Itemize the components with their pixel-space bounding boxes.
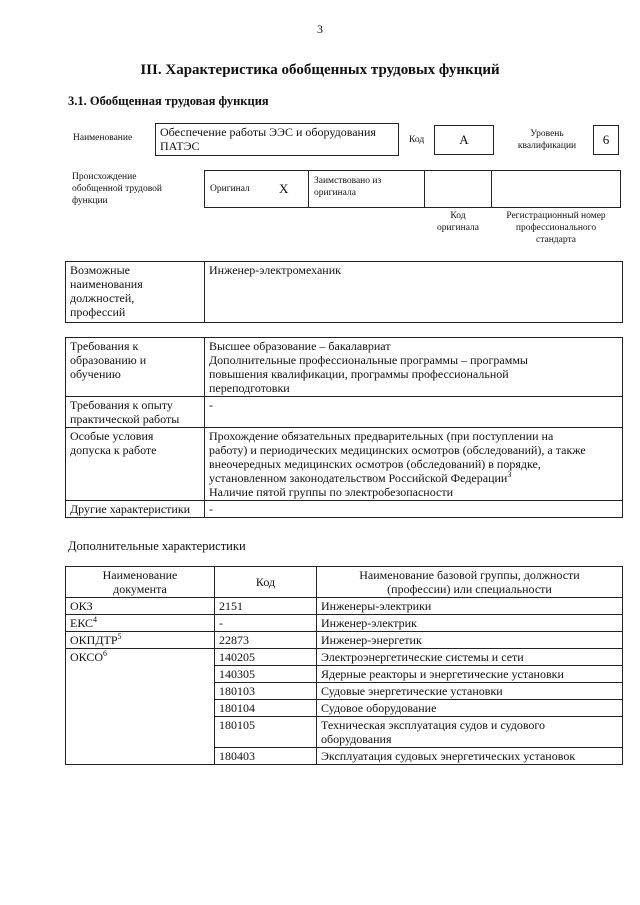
doc-name: ОКПДТР (70, 633, 118, 647)
exp-label (66, 397, 205, 428)
original-label: Оригинал (210, 184, 250, 194)
special-label-line2: допуска к работе (70, 443, 157, 457)
special-value-line1: Прохождение обязательных предварительных (при поступлении на (209, 429, 554, 443)
name-value-line2: ПАТЭС (160, 139, 200, 153)
positions-value: Инженер-электромеханик (205, 262, 623, 323)
name-value-line1: Обеспечение работы ЭЭС и оборудования (160, 125, 376, 139)
footnote-ref: 5 (117, 632, 122, 641)
footnote-ref: 4 (93, 615, 98, 624)
page-number: 3 (317, 22, 323, 36)
table-row (66, 428, 623, 501)
code-cell: 140205 (215, 649, 317, 666)
table-row (66, 338, 623, 397)
edu-value-line4: переподготовки (209, 381, 290, 395)
edu-value-line3: повышения квалификации, программы профессиональной (209, 367, 509, 381)
additional-table (65, 566, 623, 765)
code-label: Код (409, 135, 425, 145)
code-cell: - (215, 615, 317, 632)
edu-label-line3: обучению (70, 367, 121, 381)
footnote-ref: 3 (507, 470, 512, 479)
edu-value (205, 338, 623, 397)
special-value-line4-wrap (209, 471, 618, 485)
name-cell: Инженер-энергетик (317, 632, 623, 649)
borrowed-line1: Заимствовано из (314, 176, 382, 186)
edu-label (66, 338, 205, 397)
table-header-row (66, 567, 623, 598)
doc-name: ОКСО (70, 650, 104, 664)
code-original-cell (424, 170, 492, 208)
reg-caption-line2: профессионального (515, 223, 597, 233)
additional-title: Дополнительные характеристики (68, 539, 246, 553)
name-value-box (155, 123, 399, 156)
name-label: Наименование (73, 133, 133, 143)
doc-cell (66, 615, 215, 632)
exp-value: - (205, 397, 623, 428)
origin-label-line3: функции (72, 196, 108, 206)
name-cell: Ядерные реакторы и энергетические установки (317, 666, 623, 683)
other-label: Другие характеристики (66, 501, 205, 518)
name-cell: Эксплуатация судовых энергетических установок (317, 748, 623, 765)
positions-table (65, 261, 623, 323)
name-line1: Техническая эксплуатация судов и судового (321, 718, 546, 732)
level-label-line1: Уровень (530, 129, 564, 139)
reg-caption-line3: стандарта (536, 235, 576, 245)
name-cell: Судовое оборудование (317, 700, 623, 717)
col1-line2: документа (113, 582, 167, 596)
col-doc-header (66, 567, 215, 598)
col3-line1: Наименование базовой группы, должности (359, 568, 580, 582)
borrowed-line2: оригинала (314, 188, 356, 198)
special-value-line4: установленном законодательством Российской Федерации (209, 471, 508, 485)
table-row (66, 598, 623, 615)
reg-number-caption (491, 210, 621, 246)
positions-label-line2: наименования (70, 277, 143, 291)
code-cell: 180105 (215, 717, 317, 748)
table-row (66, 501, 623, 518)
code-original-caption (424, 210, 492, 234)
edu-label-line2: образованию и (70, 353, 147, 367)
name-line2: оборудования (321, 732, 392, 746)
code-cell: 180104 (215, 700, 317, 717)
col-code-header: Код (215, 567, 317, 598)
code-cell: 22873 (215, 632, 317, 649)
exp-label-line1: Требования к опыту (70, 398, 173, 412)
positions-label-line3: должностей, (70, 291, 135, 305)
special-label-line1: Особые условия (70, 429, 154, 443)
other-value: - (205, 501, 623, 518)
doc-name: ОКЗ (70, 599, 93, 613)
code-caption-line2: оригинала (437, 223, 479, 233)
code-value-box: А (434, 125, 494, 155)
positions-label (66, 262, 205, 323)
name-cell: Инженер-электрик (317, 615, 623, 632)
origin-label-line2: обобщенной трудовой (72, 184, 162, 194)
name-cell: Электроэнергетические системы и сети (317, 649, 623, 666)
positions-label-line1: Возможные (70, 263, 130, 277)
special-value-line2: работу) и периодических медицинских осмотров (обследований), а также (209, 443, 586, 457)
name-cell (317, 717, 623, 748)
table-row (66, 397, 623, 428)
original-cell (204, 170, 309, 208)
col3-line2: (профессии) или специальности (387, 582, 552, 596)
positions-label-line4: профессий (70, 305, 126, 319)
exp-label-line2: практической работы (70, 412, 180, 426)
original-mark: X (279, 181, 289, 196)
name-cell: Инженеры-электрики (317, 598, 623, 615)
reg-number-cell (491, 170, 621, 208)
borrowed-cell (308, 170, 425, 208)
requirements-table (65, 337, 623, 518)
code-cell: 140305 (215, 666, 317, 683)
code-cell: 180403 (215, 748, 317, 765)
special-label (66, 428, 205, 501)
special-value-line3: внеочередных медицинских осмотров (обследований) в порядке, (209, 457, 541, 471)
origin-label-line1: Происхождение (72, 172, 137, 182)
code-cell: 2151 (215, 598, 317, 615)
special-value (205, 428, 623, 501)
edu-value-line2: Дополнительные профессиональные программы – программы (209, 353, 528, 367)
doc-cell (66, 598, 215, 615)
special-value-line5: Наличие пятой группы по электробезопасности (209, 485, 454, 499)
origin-label (72, 171, 162, 207)
code-caption-line1: Код (450, 211, 466, 221)
table-row (66, 649, 623, 666)
edu-label-line1: Требования к (70, 339, 139, 353)
table-row (66, 262, 623, 323)
reg-caption-line1: Регистрационный номер (506, 211, 606, 221)
code-cell: 180103 (215, 683, 317, 700)
table-row (66, 632, 623, 649)
footnote-ref: 6 (103, 649, 108, 658)
level-value-box: 6 (593, 125, 619, 155)
table-row (66, 615, 623, 632)
level-label-line2: квалификации (517, 141, 577, 151)
col-name-header (317, 567, 623, 598)
doc-cell (66, 649, 215, 765)
name-cell: Судовые энергетические установки (317, 683, 623, 700)
subsection-title: 3.1. Обобщенная трудовая функция (68, 94, 269, 108)
section-title: III. Характеристика обобщенных трудовых функций (140, 62, 500, 78)
col1-line1: Наименование (102, 568, 178, 582)
level-label (508, 128, 586, 152)
doc-name: ЕКС (70, 616, 94, 630)
doc-cell (66, 632, 215, 649)
edu-value-line1: Высшее образование – бакалавриат (209, 339, 391, 353)
